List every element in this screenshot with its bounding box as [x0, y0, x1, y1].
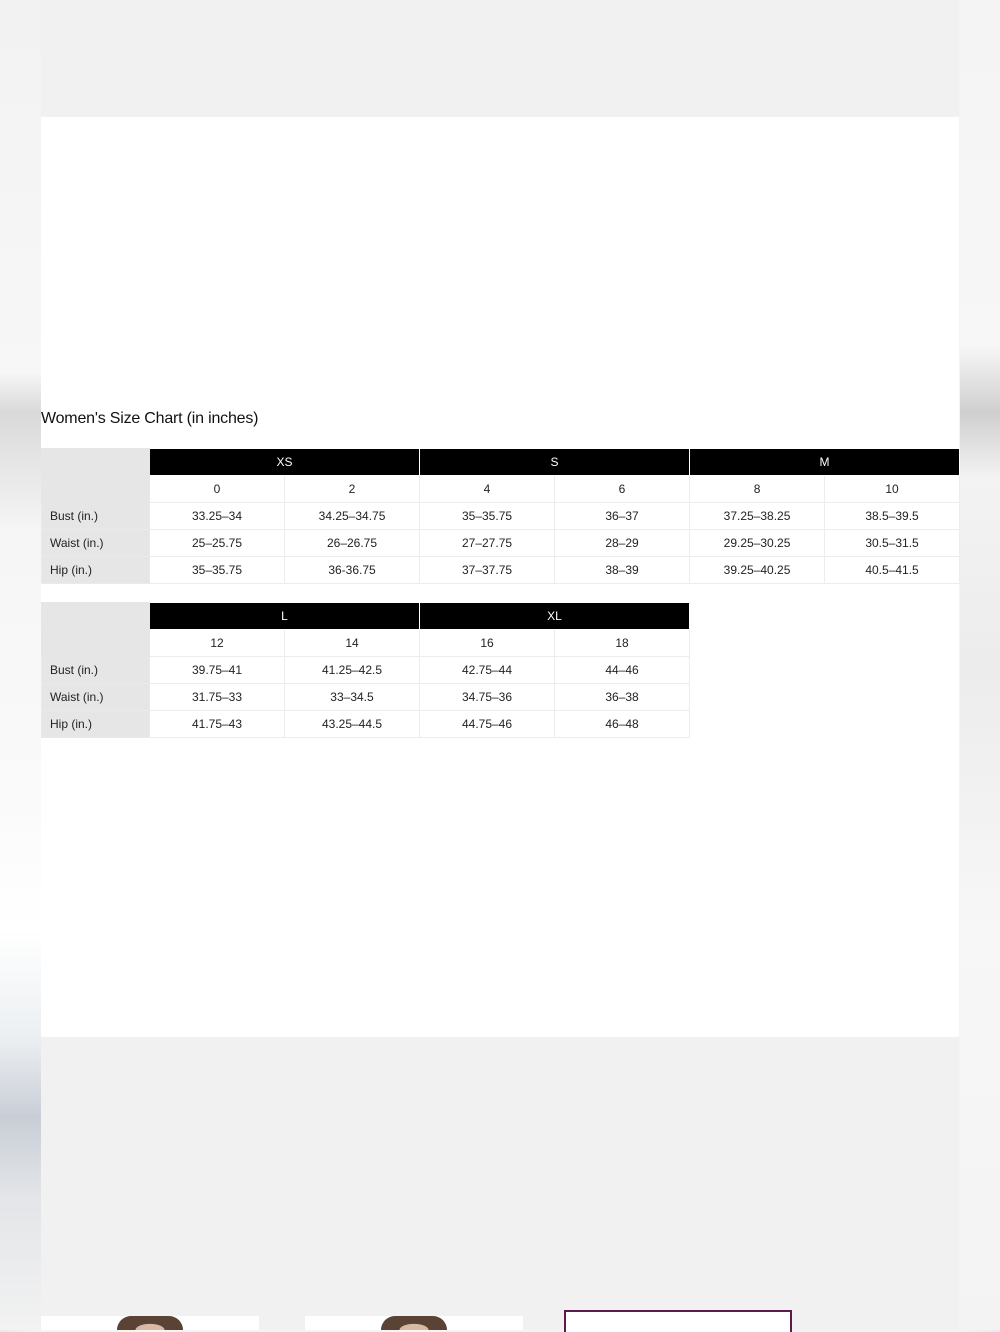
size-table-1 [41, 448, 960, 584]
table-row-hip [42, 557, 960, 584]
row-label-hip: Hip (in.) [42, 711, 150, 738]
size-chart-title: Women's Size Chart (in inches) [41, 410, 259, 427]
size-number: 14 [285, 630, 420, 657]
table-row-waist [42, 684, 690, 711]
measurement-cell: 39.25–40.25 [690, 557, 825, 584]
table-row-bust [42, 657, 690, 684]
measurement-cell: 34.25–34.75 [285, 503, 420, 530]
group-header-row [42, 449, 960, 476]
size-number: 16 [420, 630, 555, 657]
measurement-cell: 37.25–38.25 [690, 503, 825, 530]
size-number-row [42, 476, 960, 503]
model-photo [381, 1316, 447, 1330]
size-number: 10 [825, 476, 960, 503]
measurement-cell: 42.75–44 [420, 657, 555, 684]
corner-cell [42, 476, 150, 503]
group-header-m: M [690, 449, 960, 476]
size-number: 18 [555, 630, 690, 657]
measurement-cell: 31.75–33 [150, 684, 285, 711]
measurement-cell: 38–39 [555, 557, 690, 584]
measurement-cell: 36-36.75 [285, 557, 420, 584]
measurement-cell: 36–38 [555, 684, 690, 711]
measurement-cell: 33–34.5 [285, 684, 420, 711]
table-row-waist [42, 530, 960, 557]
size-number: 12 [150, 630, 285, 657]
corner-cell [42, 449, 150, 476]
related-products-area [41, 1037, 959, 1330]
size-chart-panel [41, 117, 959, 1037]
measurement-cell: 43.25–44.5 [285, 711, 420, 738]
row-label-waist: Waist (in.) [42, 684, 150, 711]
group-header-row [42, 603, 690, 630]
group-header-l: L [150, 603, 420, 630]
background-right-edge [960, 0, 1000, 1330]
measurement-cell: 41.25–42.5 [285, 657, 420, 684]
size-number: 0 [150, 476, 285, 503]
size-number: 4 [420, 476, 555, 503]
table-row-bust [42, 503, 960, 530]
table-row-hip [42, 711, 690, 738]
measurement-cell: 44.75–46 [420, 711, 555, 738]
group-header-s: S [420, 449, 690, 476]
measurement-cell: 37–37.75 [420, 557, 555, 584]
row-label-waist: Waist (in.) [42, 530, 150, 557]
measurement-cell: 40.5–41.5 [825, 557, 960, 584]
measurement-cell: 34.75–36 [420, 684, 555, 711]
measurement-cell: 25–25.75 [150, 530, 285, 557]
measurement-cell: 28–29 [555, 530, 690, 557]
size-number: 6 [555, 476, 690, 503]
size-table-2 [41, 602, 690, 738]
group-header-xs: XS [150, 449, 420, 476]
measurement-cell: 35–35.75 [150, 557, 285, 584]
top-band [41, 0, 959, 117]
measurement-cell: 44–46 [555, 657, 690, 684]
size-number: 2 [285, 476, 420, 503]
background-left-edge [0, 0, 41, 1330]
corner-cell [42, 630, 150, 657]
measurement-cell: 27–27.75 [420, 530, 555, 557]
measurement-cell: 41.75–43 [150, 711, 285, 738]
measurement-cell: 46–48 [555, 711, 690, 738]
measurement-cell: 39.75–41 [150, 657, 285, 684]
row-label-bust: Bust (in.) [42, 657, 150, 684]
measurement-cell: 38.5–39.5 [825, 503, 960, 530]
measurement-cell: 36–37 [555, 503, 690, 530]
product-thumbnail[interactable] [41, 1316, 259, 1330]
size-number: 8 [690, 476, 825, 503]
product-thumbnail-selected[interactable] [564, 1310, 792, 1332]
row-label-bust: Bust (in.) [42, 503, 150, 530]
row-label-hip: Hip (in.) [42, 557, 150, 584]
measurement-cell: 33.25–34 [150, 503, 285, 530]
group-header-xl: XL [420, 603, 690, 630]
product-thumbnail[interactable] [305, 1316, 523, 1330]
measurement-cell: 30.5–31.5 [825, 530, 960, 557]
measurement-cell: 35–35.75 [420, 503, 555, 530]
measurement-cell: 29.25–30.25 [690, 530, 825, 557]
model-photo [117, 1316, 183, 1330]
size-number-row [42, 630, 690, 657]
measurement-cell: 26–26.75 [285, 530, 420, 557]
corner-cell [42, 603, 150, 630]
